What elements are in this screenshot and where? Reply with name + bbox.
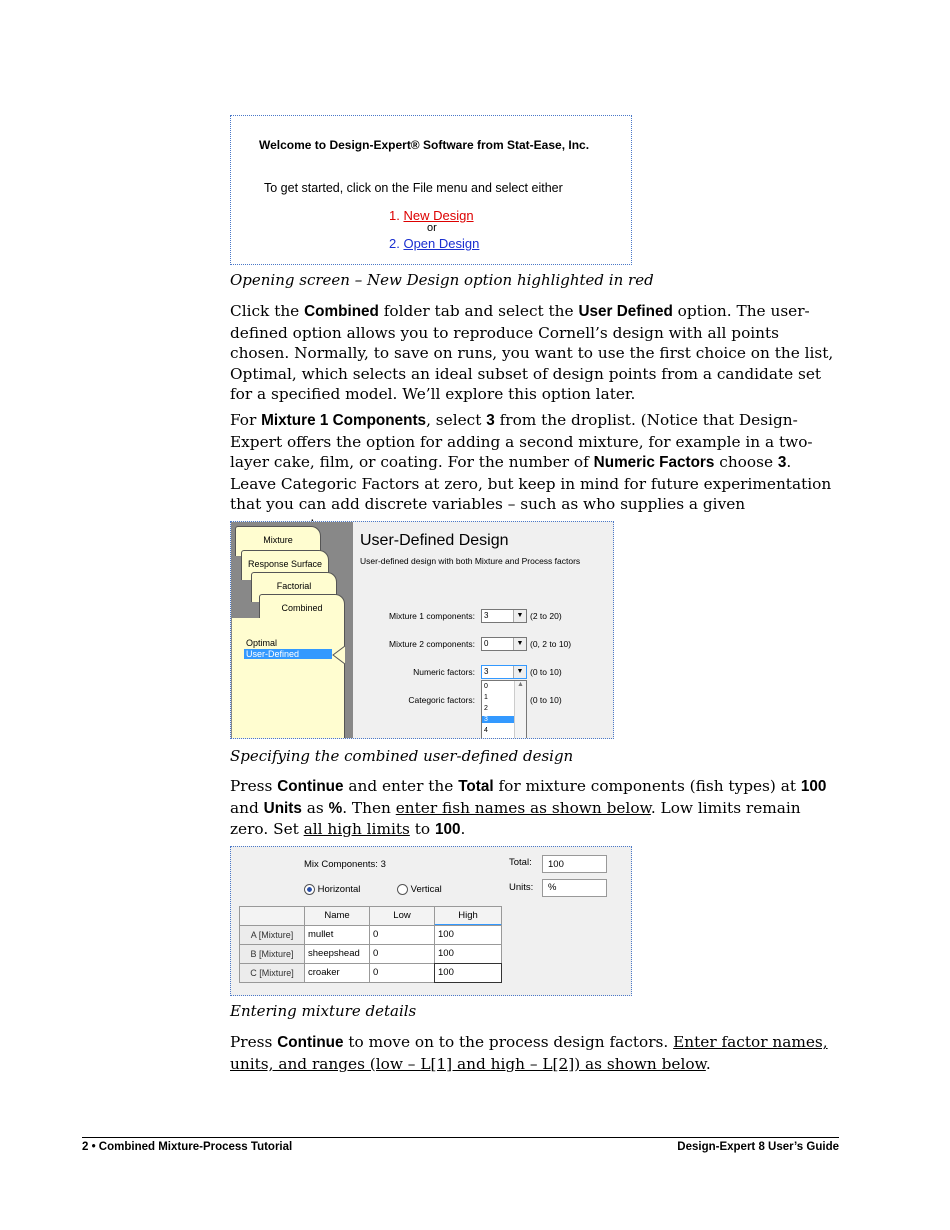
tab-factorial[interactable]: Factorial	[251, 572, 337, 602]
numeric-factors-label: Numeric factors:	[413, 667, 475, 677]
selection-pointer	[331, 646, 347, 664]
radio-selected-icon	[304, 884, 315, 895]
option1-number: 1.	[389, 208, 400, 223]
column-header-high[interactable]: High	[434, 906, 502, 926]
caption-opening-screen: Opening screen – New Design option highlighted in red	[230, 271, 654, 289]
row-header-c[interactable]: C [Mixture]	[239, 963, 305, 983]
cell-high-b[interactable]: 100	[434, 944, 502, 964]
tab-response-surface[interactable]: Response Surface	[241, 550, 329, 580]
new-design-link[interactable]: New Design	[403, 208, 474, 223]
footer-left: 2 • Combined Mixture-Process Tutorial	[82, 1141, 293, 1153]
welcome-screenshot	[230, 115, 632, 265]
mixture2-combo[interactable]: 0 ▼	[481, 637, 527, 651]
welcome-instruction: To get started, click on the File menu and select either	[264, 181, 563, 195]
column-header-low[interactable]: Low	[369, 906, 435, 926]
categoric-factors-label: Categoric factors:	[408, 695, 475, 705]
options-list	[232, 618, 345, 739]
dropdown-item[interactable]: 4	[484, 727, 488, 734]
cell-high-a[interactable]: 100	[434, 925, 502, 945]
design-panel-title: User-Defined Design	[360, 532, 509, 549]
footer-rule	[82, 1137, 839, 1138]
option2-number: 2.	[389, 236, 400, 251]
units-label: Units:	[509, 882, 534, 893]
tab-mixture[interactable]: Mixture	[235, 526, 321, 556]
units-input[interactable]: %	[542, 879, 607, 897]
open-design-option[interactable]	[389, 236, 479, 251]
total-label: Total:	[509, 857, 532, 868]
design-panel-subtitle: User-defined design with both Mixture and Process factors	[360, 556, 581, 566]
total-input[interactable]: 100	[542, 855, 607, 873]
mix-components-label: Mix Components:	[304, 859, 378, 870]
mixture2-range: (0, 2 to 10)	[530, 639, 572, 649]
mixture-screenshot	[230, 846, 632, 996]
mix-components-value: 3	[380, 859, 386, 870]
mixture1-range: (2 to 20)	[530, 611, 562, 621]
categoric-factors-range: (0 to 10)	[530, 695, 562, 705]
footer-right: Design-Expert 8 User’s Guide	[677, 1141, 839, 1153]
cell-low-a[interactable]: 0	[369, 925, 435, 945]
caption-combined-design: Specifying the combined user-defined design	[230, 747, 574, 765]
mixture1-label: Mixture 1 components:	[389, 611, 475, 621]
mix-components-readout	[304, 859, 386, 870]
radio-horizontal[interactable]: Horizontal	[304, 884, 360, 895]
dropdown-scrollbar[interactable]	[514, 681, 526, 739]
option-user-defined[interactable]: User-Defined	[244, 649, 332, 659]
dropdown-item[interactable]: 1	[484, 694, 488, 701]
cell-low-c[interactable]: 0	[369, 963, 435, 983]
paragraph-combined-tab: Click the Combined folder tab and select the User Defined option. The user-defined option allows you to reproduce Cornell’s design with all points chosen. Normally, to save on runs, you want to use the first choice on the list, Optimal, which selects an ideal subset of design points from a candidate set for a specified model. We’ll explore this option later.	[230, 302, 834, 403]
radio-vertical[interactable]: Vertical	[397, 884, 442, 895]
or-text: or	[427, 222, 437, 234]
open-design-link[interactable]: Open Design	[403, 236, 480, 251]
design-screenshot	[230, 521, 614, 739]
new-design-option[interactable]	[389, 208, 474, 223]
paragraph-mixture-components: For Mixture 1 Components, select 3 from the droplist. (Notice that Design-Expert offers the option for adding a second mixture, for example in a two-layer cake, film, or coating. For the number of Numeric Factors choose 3. Leave Categoric Factors at zero, but keep in mind for future experimentation that you can add discrete variables – such as who supplies a given	[230, 411, 832, 513]
option-optimal[interactable]: Optimal	[246, 638, 278, 648]
grid-corner	[239, 906, 305, 926]
radio-unselected-icon	[397, 884, 408, 895]
cell-low-b[interactable]: 0	[369, 944, 435, 964]
paragraph-continue-total: Press Continue and enter the Total for mixture components (fish types) at 100 and Units as %. Then enter fish names as shown below. Low limits remain zero. Set all high limits to 100.	[230, 777, 827, 838]
cell-name-a[interactable]: mullet	[304, 925, 370, 945]
mixture1-combo[interactable]: 3 ▼	[481, 609, 527, 623]
numeric-factors-range: (0 to 10)	[530, 667, 562, 677]
dropdown-item-selected[interactable]: 3	[482, 716, 514, 723]
row-header-b[interactable]: B [Mixture]	[239, 944, 305, 964]
paragraph-process-factors: Press Continue to move on to the process design factors. Enter factor names, units, and ranges (low – L[1] and high – L[2]) as shown below.	[230, 1033, 828, 1073]
tab-combined[interactable]: Combined	[259, 594, 345, 624]
chevron-down-icon: ▼	[513, 666, 526, 678]
numeric-factors-dropdown[interactable]	[481, 680, 527, 739]
cell-high-c[interactable]: 100	[434, 963, 502, 983]
column-header-name[interactable]: Name	[304, 906, 370, 926]
row-header-a[interactable]: A [Mixture]	[239, 925, 305, 945]
numeric-factors-combo[interactable]: 3 ▼	[481, 665, 527, 679]
chevron-down-icon: ▼	[513, 638, 526, 650]
dropdown-item[interactable]: 2	[484, 705, 488, 712]
dropdown-item[interactable]: 0	[484, 683, 488, 690]
scroll-up-icon: ▲	[517, 681, 524, 688]
cell-name-b[interactable]: sheepshead	[304, 944, 370, 964]
welcome-title: Welcome to Design-Expert® Software from Stat-Ease, Inc.	[259, 138, 590, 152]
chevron-down-icon: ▼	[513, 610, 526, 622]
caption-mixture-details: Entering mixture details	[230, 1002, 417, 1020]
cell-name-c[interactable]: croaker	[304, 963, 370, 983]
mixture2-label: Mixture 2 components:	[389, 639, 475, 649]
